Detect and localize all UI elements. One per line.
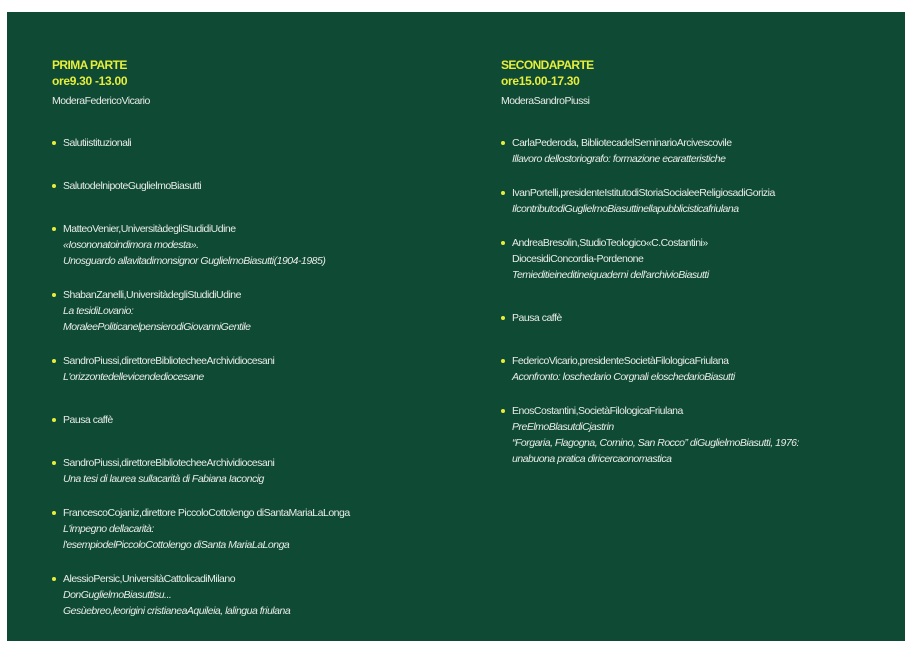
moderator: ModeraSandroPiussi [501,95,590,107]
speaker-line: CarlaPederoda, BibliotecadelSeminarioArcivescovile [512,137,732,149]
bullet-icon [52,511,56,515]
talk-title: «Iosononatoindimora modesta». [63,239,199,251]
talk-title: Temieditieineditineiquaderni dell'archivioBiasutti [512,269,709,281]
speaker-line: Pausa caffè [512,312,562,324]
speaker-line: DiocesidiConcordia-Pordenone [512,253,644,265]
bullet-icon [52,141,56,145]
program-item [501,403,901,467]
bullet-icon [501,141,505,145]
bullet-icon [52,461,56,465]
talk-title: DonGuglielmoBiasuttisu... [63,589,172,601]
bullet-icon [501,409,505,413]
program-item [501,235,901,283]
bullet-icon [52,184,56,188]
speaker-line: SalutodelnipoteGuglielmoBiasutti [63,180,202,192]
talk-title: L'orizzontedellevicendediocesane [63,371,204,383]
talk-title: Una tesi di laurea sullacarità di Fabiana Iaconcig [63,473,264,485]
program-item [52,221,452,269]
speaker-line: SandroPiussi,direttoreBibliotecheeArchividiocesani [63,457,275,469]
talk-title: La tesidiLovanio: [63,305,134,317]
talk-title: “Forgaria, Flagogna, Cornino, San Rocco” diGuglielmoBiasutti, 1976: [512,437,799,449]
program-panel [7,12,905,641]
talk-title: PreElmoBlasutdiCjastrin [512,421,614,433]
speaker-line: FrancescoCojaniz,direttore PiccoloCottolengo diSantaMariaLaLonga [63,507,350,519]
program-item [52,178,452,194]
bullet-icon [501,191,505,195]
program-item [52,135,452,151]
bullet-icon [501,359,505,363]
bullet-icon [52,418,56,422]
part-title: PRIMA PARTE [52,58,127,72]
speaker-line: Pausa caffè [63,414,113,426]
speaker-line: EnosCostantini,SocietàFilologicaFriulana [512,405,683,417]
talk-title: Unosguardo allavitadimonsignor GuglielmoBiasutti(1904-1985) [63,255,326,267]
speaker-line: MatteoVenier,UniversitàdegliStudidiUdine [63,223,236,235]
speaker-line: AlessioPersic,UniversitàCattolicadiMilano [63,573,236,585]
right-column [501,57,901,467]
program-item [501,135,901,167]
program-item [52,287,452,335]
program-item [52,571,452,619]
bullet-icon [52,577,56,581]
talk-title: L'impegno dellacarità: [63,523,154,535]
talk-title: unabuona pratica diricercaonomastica [512,453,672,465]
program-list [52,135,452,619]
bullet-icon [52,293,56,297]
moderator: ModeraFedericoVicario [52,95,150,107]
bullet-icon [501,241,505,245]
speaker-line: SandroPiussi,direttoreBibliotecheeArchividiocesani [63,355,275,367]
program-item [501,353,901,385]
program-item [52,412,452,428]
speaker-line: AndreaBresolin,StudioTeologico«C.Costantini» [512,237,708,249]
talk-title: Gesùebreo,leorigini cristianeaAquileia, lalingua friulana [63,605,291,617]
program-item [501,310,901,326]
program-item [52,505,452,553]
speaker-line: FedericoVicario,presidenteSocietàFilologicaFriulana [512,355,729,367]
program-item [52,455,452,487]
bullet-icon [52,227,56,231]
program-item [501,185,901,217]
program-list [501,135,901,467]
talk-title: MoraleePoliticanelpensierodiGiovanniGentile [63,321,251,333]
speaker-line: Salutiistituzionali [63,137,132,149]
talk-title: l'esempiodelPiccoloCottolengo diSanta MariaLaLonga [63,539,290,551]
talk-title: Aconfronto: loschedario Corgnali eloschedarioBiasutti [512,371,735,383]
bullet-icon [501,316,505,320]
part-title: SECONDAPARTE [501,58,594,72]
part-time: ore9.30 -13.00 [52,74,128,88]
talk-title: Illavoro dellostoriografo: formazione ecaratteristiche [512,153,726,165]
speaker-line: IvanPortelli,presidenteIstitutodiStoriaSocialeeReligiosadiGorizia [512,187,775,199]
left-column [52,57,452,619]
talk-title: IlcontributodiGuglielmoBiasuttinellapubblicisticafriulana [512,203,739,215]
bullet-icon [52,359,56,363]
program-item [52,353,452,385]
part-time: ore15.00-17.30 [501,74,580,88]
speaker-line: ShabanZanelli,UniversitàdegliStudidiUdine [63,289,241,301]
